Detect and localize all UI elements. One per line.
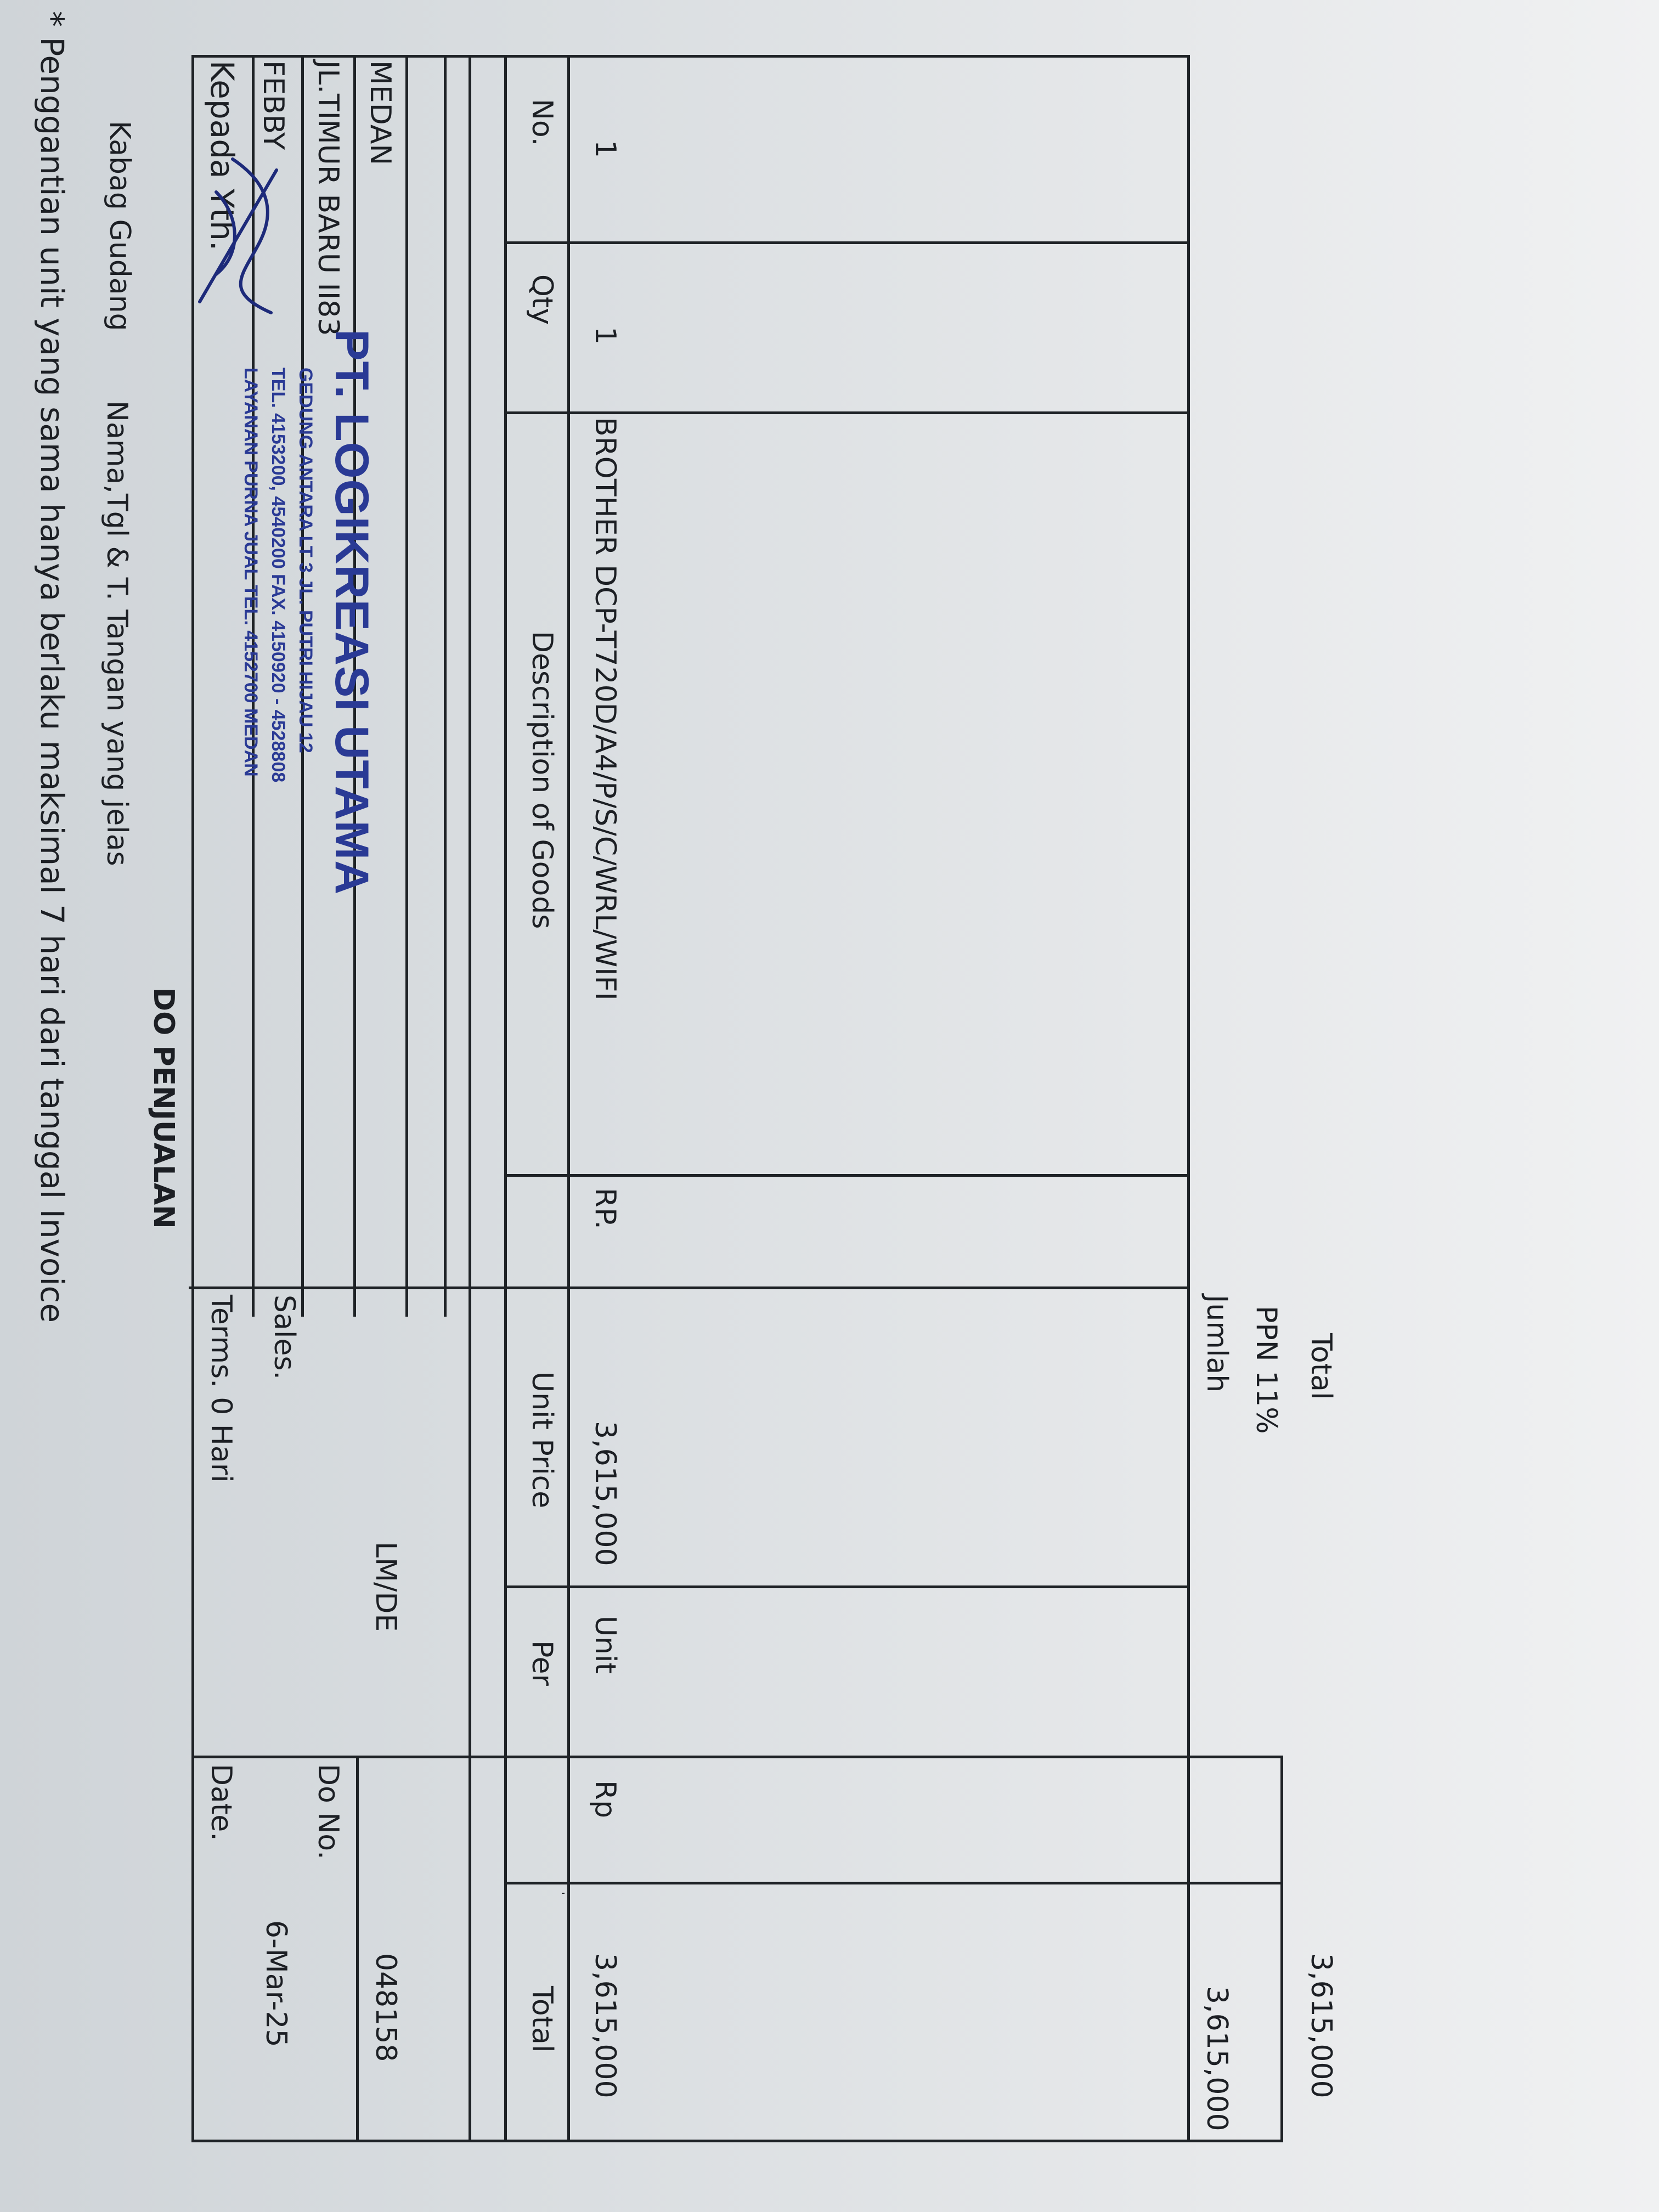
- do-no-value: 048158: [369, 1953, 402, 2062]
- recipient-city: MEDAN: [364, 60, 397, 166]
- frame-left-border: [191, 55, 1190, 58]
- header-columns-border: [504, 55, 507, 2140]
- header-divider: [444, 55, 447, 1317]
- terms-text: Terms. 0 Hari: [205, 1295, 238, 1483]
- row-unit-price: 3,615,000: [589, 1421, 622, 1566]
- stamp-company-name: PT. LOGIKREASI UTAMA: [325, 329, 378, 895]
- total-label: Total: [1305, 1333, 1338, 1400]
- header-row-bottom-border: [469, 55, 471, 2140]
- ppn-label: PPN 11%: [1250, 1306, 1283, 1434]
- stamp-service-line: LAYANAN PURNA JUAL TEL. 4152700 MEDAN: [240, 368, 261, 777]
- row-per: Unit: [589, 1616, 622, 1674]
- frame-right-border: [191, 2140, 1283, 2142]
- warehouse-signature-label: Kabag Gudang: [103, 121, 136, 331]
- header-unit-price: Unit Price: [526, 1372, 558, 1509]
- header-total: Total: [526, 1986, 558, 2053]
- header-no: No.: [526, 99, 558, 146]
- document-title: DO PENJUALAN: [147, 988, 180, 1229]
- stamp-phone-line: TEL. 4153200, 4540200 FAX. 4150920 - 4528808: [268, 368, 289, 783]
- sales-value: LM/DE: [369, 1542, 402, 1632]
- recipient-address: JL.TIMUR BARU II83: [312, 60, 345, 336]
- signature-instruction: Nama,Tgl & T. Tangan yang jelas: [100, 400, 133, 866]
- stamp-address-line: GEDUNG ANTARA LT 3 JL. PUTRI HIJAU 12: [295, 368, 316, 753]
- sales-divider: [405, 55, 408, 1317]
- col-desc-right-border: [504, 1174, 1190, 1177]
- row-total: 3,615,000: [589, 1953, 622, 2098]
- table-body-bottom-border: [1187, 55, 1190, 2140]
- col-qty-right-border: [504, 411, 1190, 414]
- jumlah-value: 3,615,000: [1200, 1986, 1233, 2131]
- date-value: 6-Mar-25: [259, 1920, 292, 2047]
- header-qty: Qty: [526, 274, 558, 325]
- total-value: 3,615,000: [1305, 1953, 1338, 2098]
- jumlah-label: Jumlah: [1200, 1295, 1233, 1393]
- col-per-right-border: [191, 1756, 1283, 1758]
- do-no-label: Do No.: [312, 1764, 345, 1860]
- replacement-note: * Penggantian unit yang sama hanya berlaku maksimal 7 hari dari tanggal Invoice: [33, 11, 71, 1323]
- sales-label: Sales.: [268, 1295, 301, 1380]
- header-per: Per: [526, 1640, 558, 1686]
- date-label: Date.: [205, 1764, 238, 1841]
- recipient-label: Kepada Yth.: [204, 60, 241, 251]
- col-no-right-border: [504, 241, 1190, 244]
- col-unit-price-right-border: [504, 1585, 1190, 1588]
- handwritten-signature: [167, 137, 342, 335]
- date-divider: [356, 1756, 359, 2140]
- row-qty: 1: [589, 326, 622, 345]
- row-currency: RP.: [589, 1188, 622, 1229]
- header-description: Description of Goods: [526, 631, 558, 929]
- row-description: BROTHER DCP-T720D/A4/P/S/C/WRL/WIFI: [589, 417, 622, 1001]
- column-headers-bottom-border: [567, 55, 570, 2140]
- row-no: 1: [589, 140, 622, 159]
- company-stamp: [178, 329, 378, 895]
- col-currency-right-border: [189, 1286, 1190, 1289]
- summary-bottom-border: [1280, 1756, 1283, 2140]
- spacer: [562, 1893, 565, 1894]
- recipient-name: FEBBY: [257, 60, 290, 150]
- col-total-currency-right-border: [504, 1882, 1283, 1884]
- row-total-currency: Rp: [589, 1780, 622, 1819]
